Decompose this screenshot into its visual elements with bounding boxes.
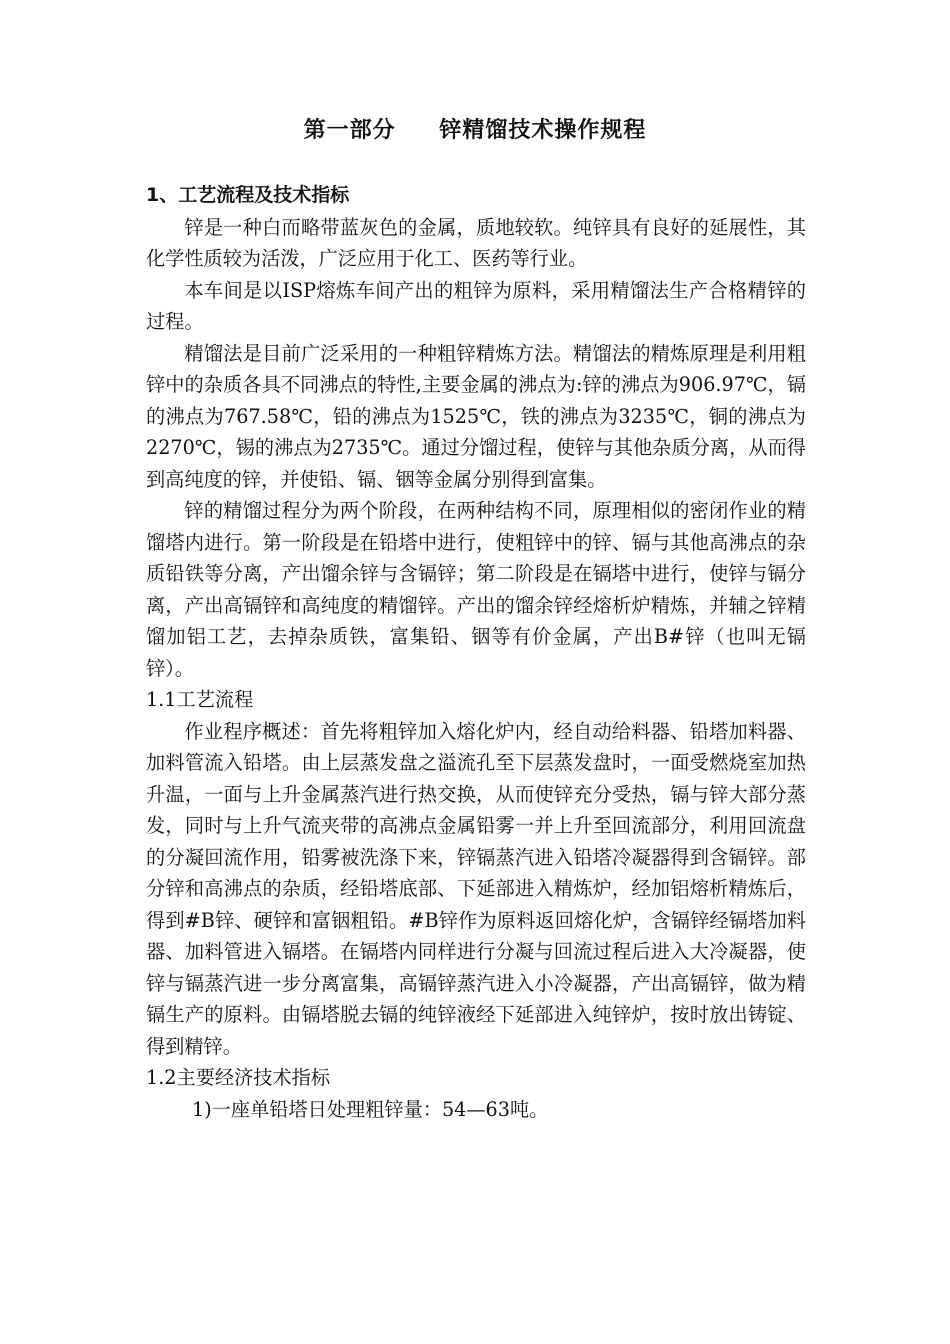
paragraph: 本车间是以ISP熔炼车间产出的粗锌为原料，采用精馏法生产合格精锌的过程。	[146, 278, 806, 333]
paragraph: 锌的精馏过程分为两个阶段，在两种结构不同，原理相似的密闭作业的精馏塔内进行。第一阶段是在铅塔中进行，使粗锌中的锌、镉与其他高沸点的杂质铅铁等分离，产出馏余锌与含镉锌；第二阶段是在镉塔中进行，使锌与镉分离，产出高镉锌和高纯度的精馏锌。产出的馏余锌经熔析炉精炼，并辅之锌精馏加铝工艺，去掉杂质铁，富集铅、铟等有价金属，产出B#锌（也叫无镉锌）。	[146, 499, 806, 680]
list-item: 1)一座单铅塔日处理粗锌量：54—63吨。	[192, 1097, 549, 1121]
section-1-1-heading: 1.1工艺流程	[146, 688, 254, 711]
paragraph: 锌是一种白而略带蓝灰色的金属，质地较软。纯锌具有良好的延展性，其化学性质较为活泼，广泛应用于化工、医药等行业。	[146, 215, 806, 270]
section-1-2-heading: 1.2主要经济技术指标	[146, 1066, 331, 1089]
section-1-heading: 1、工艺流程及技术指标	[146, 184, 350, 206]
paragraph: 作业程序概述：首先将粗锌加入熔化炉内，经自动给料器、铅塔加料器、加料管流入铅塔。由上层蒸发盘之溢流孔至下层蒸发盘时，一面受燃烧室加热升温，一面与上升金属蒸汽进行热交换，从而使锌充分受热，镉与锌大部分蒸发，同时与上升气流夹带的高沸点金属铅雾一并上升至回流部分，利用回流盘的分凝回流作用，铅雾被洗涤下来，锌镉蒸汽进入铅塔冷凝器得到含镉锌。部分锌和高沸点的杂质，经铅塔底部、下延部进入精炼炉，经加铝熔析精炼后，得到#B锌、硬锌和富铟粗铅。#B锌作为原料返回熔化炉，含镉锌经镉塔加料器、加料管进入镉塔。在镉塔内同样进行分凝与回流过程后进入大冷凝器，使锌与镉蒸汽进一步分离富集，高镉锌蒸汽进入小冷凝器，产出高镉锌，做为精镉生产的原料。由镉塔脱去镉的纯锌液经下延部进入纯锌炉，按时放出铸锭、得到精锌。	[146, 719, 806, 1058]
document-body	[146, 180, 806, 1125]
document-title: 第一部分 锌精馏技术操作规程	[303, 118, 647, 143]
paragraph: 精馏法是目前广泛采用的一种粗锌精炼方法。精馏法的精炼原理是利用粗锌中的杂质各具不同沸点的特性,主要金属的沸点为:锌的沸点为906.97℃，镉的沸点为767.58℃，铅的沸点为1525℃，铁的沸点为3235℃，铜的沸点为2270℃，锡的沸点为2735℃。通过分馏过程，使锌与其他杂质分离，从而得到高纯度的锌，并使铅、镉、铟等金属分别得到富集。	[146, 341, 806, 491]
